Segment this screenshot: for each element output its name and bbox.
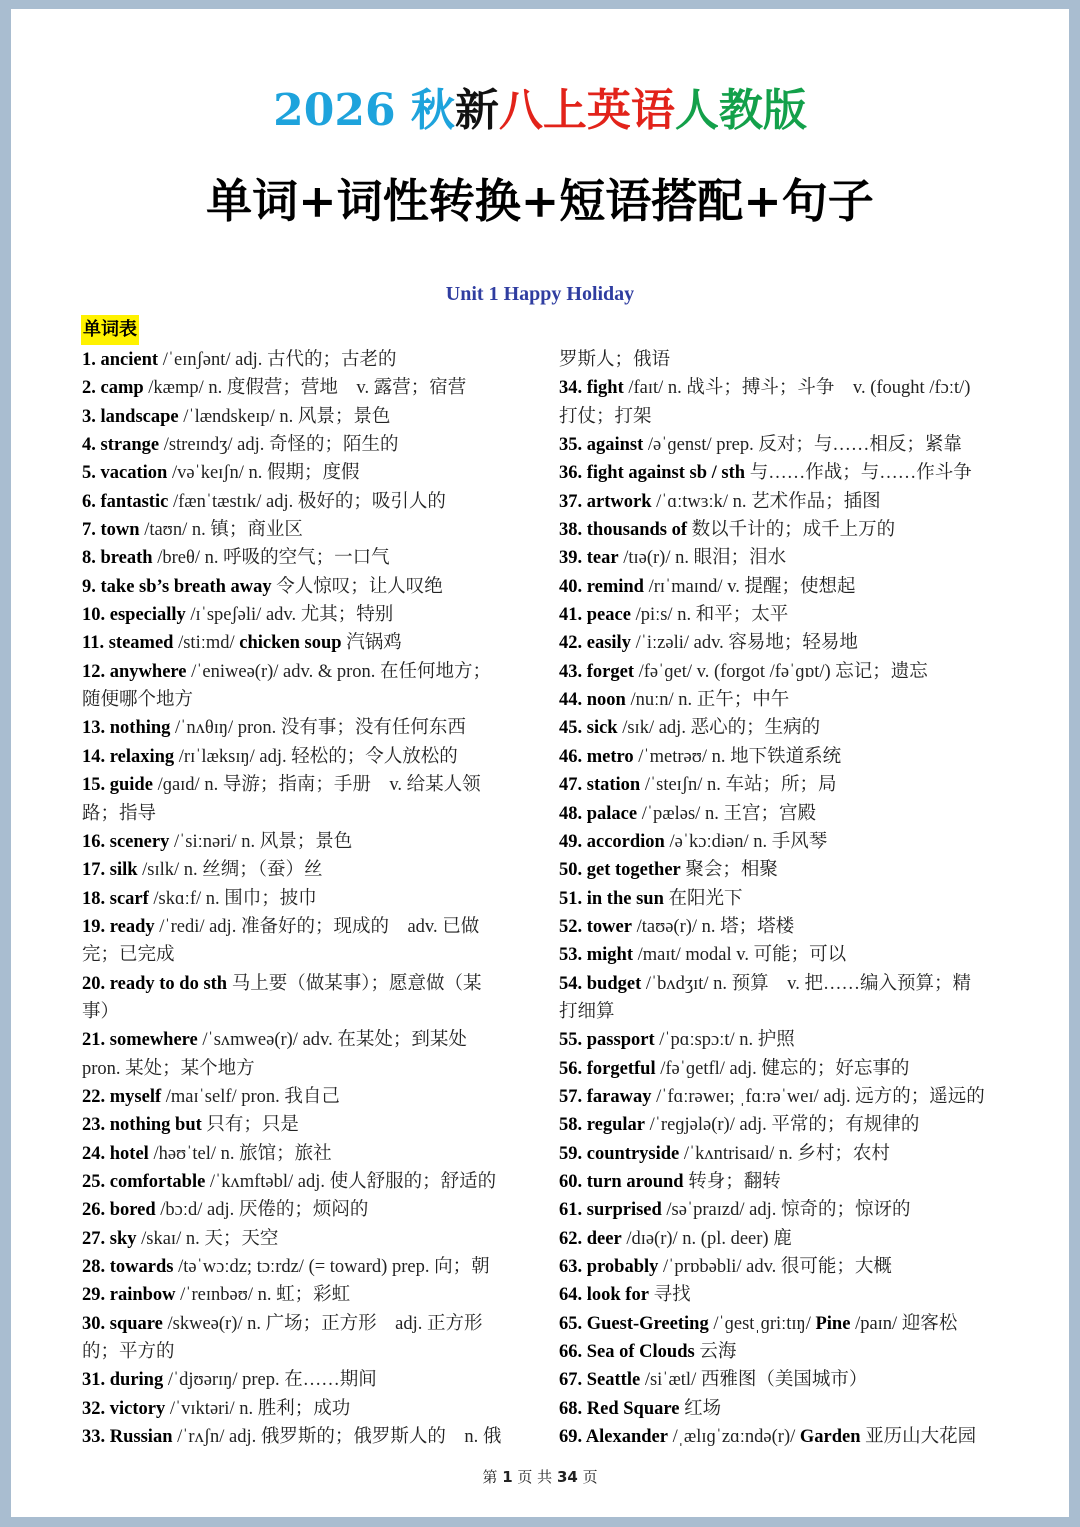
vocab-term: 50. get together bbox=[559, 860, 681, 881]
vocab-line bbox=[559, 488, 1019, 516]
vocab-term: 11. steamed bbox=[82, 633, 174, 654]
vocab-term: 6. fantastic bbox=[82, 491, 169, 512]
vocab-line bbox=[82, 1140, 522, 1168]
footer-middle: 页 共 bbox=[512, 1468, 557, 1486]
vocab-definition: /rɪˈmaɪnd/ v. 提醒；使想起 bbox=[643, 576, 856, 597]
vocab-column-left bbox=[82, 346, 522, 1451]
vocab-definition: /ˈiːzəli/ adv. 容易地；轻易地 bbox=[630, 633, 858, 654]
vocab-definition: /skɑːf/ n. 围巾；披巾 bbox=[148, 888, 317, 909]
vocab-line bbox=[559, 828, 1019, 856]
vocab-definition: /ˈlændskeɪp/ n. 风景；景色 bbox=[178, 406, 391, 427]
vocab-definition: /səˈpraɪzd/ adj. 惊奇的；惊讶的 bbox=[661, 1200, 911, 1221]
vocab-term: 44. noon bbox=[559, 690, 626, 711]
vocab-line bbox=[559, 1055, 1019, 1083]
vocab-line bbox=[82, 1168, 522, 1196]
vocab-line bbox=[559, 856, 1019, 884]
vocab-term: 55. passport bbox=[559, 1030, 655, 1051]
title-part: 八上 bbox=[498, 85, 587, 136]
vocab-definition: /streɪndʒ/ adj. 奇怪的；陌生的 bbox=[159, 435, 399, 456]
vocab-line bbox=[559, 431, 1019, 459]
vocab-term: 25. comfortable bbox=[82, 1171, 206, 1192]
vocab-definition: 云海 bbox=[694, 1342, 737, 1363]
vocab-definition: /dɪə(r)/ n. (pl. deer) 鹿 bbox=[621, 1228, 792, 1249]
title-part: 版 bbox=[762, 85, 807, 136]
vocab-line bbox=[82, 828, 522, 856]
vocab-term: 53. might bbox=[559, 945, 633, 966]
vocab-term: chicken soup bbox=[239, 633, 342, 654]
vocab-line bbox=[559, 374, 1019, 402]
vocab-term: 33. Russian bbox=[82, 1427, 173, 1448]
vocab-definition: /taʊə(r)/ n. 塔；塔楼 bbox=[631, 916, 795, 937]
vocab-definition: 只有；只是 bbox=[201, 1115, 299, 1136]
vocab-line bbox=[559, 573, 1019, 601]
vocab-line bbox=[559, 913, 1019, 941]
vocab-term: 64. look for bbox=[559, 1285, 649, 1306]
vocab-term: 3. landscape bbox=[82, 406, 179, 427]
vocab-line bbox=[559, 346, 1019, 374]
vocab-definition: /ˈsiːnəri/ n. 风景；景色 bbox=[169, 831, 353, 852]
vocab-definition: /paɪn/ 迎客松 bbox=[850, 1313, 958, 1334]
vocab-term: 27. sky bbox=[82, 1228, 137, 1249]
vocab-definition: pron. 某处；某个地方 bbox=[82, 1058, 255, 1079]
vocab-line bbox=[82, 544, 522, 572]
vocab-line bbox=[82, 1026, 522, 1054]
vocab-definition: /tɪə(r)/ n. 眼泪；泪水 bbox=[618, 548, 787, 569]
vocab-term: 49. accordion bbox=[559, 831, 665, 852]
vocab-line bbox=[82, 1196, 522, 1224]
vocab-line bbox=[82, 998, 522, 1026]
vocab-term: Garden bbox=[799, 1427, 861, 1448]
vocab-definition: /nuːn/ n. 正午；中午 bbox=[625, 690, 790, 711]
vocab-line bbox=[82, 913, 522, 941]
vocab-line bbox=[82, 686, 522, 714]
vocab-term: 57. faraway bbox=[559, 1086, 652, 1107]
vocab-term: Pine bbox=[815, 1313, 851, 1334]
vocab-line bbox=[559, 743, 1019, 771]
vocab-term: 54. budget bbox=[559, 973, 642, 994]
vocab-term: 68. Red Square bbox=[559, 1398, 680, 1419]
vocab-line bbox=[559, 629, 1019, 657]
vocab-line bbox=[559, 970, 1019, 998]
vocab-definition: 随便哪个地方 bbox=[82, 690, 194, 711]
vocab-line bbox=[559, 771, 1019, 799]
vocab-term: 39. tear bbox=[559, 548, 619, 569]
title-part: 2026 bbox=[273, 85, 411, 136]
vocab-term: 41. peace bbox=[559, 605, 631, 626]
vocab-definition: /ˈbʌdʒɪt/ n. 预算 v. 把……编入预算；精 bbox=[641, 973, 971, 994]
vocab-term: 17. silk bbox=[82, 860, 138, 881]
vocab-line bbox=[82, 1281, 522, 1309]
vocab-definition: 寻找 bbox=[648, 1285, 691, 1306]
vocab-definition: /fəˈɡetfl/ adj. 健忘的；好忘事的 bbox=[655, 1058, 910, 1079]
vocab-term: 5. vacation bbox=[82, 463, 168, 484]
vocab-line bbox=[559, 601, 1019, 629]
vocab-line bbox=[82, 516, 522, 544]
vocab-definition: /sɪk/ adj. 恶心的；生病的 bbox=[617, 718, 821, 739]
vocab-definition: /vəˈkeɪʃn/ n. 假期；度假 bbox=[167, 463, 360, 484]
vocab-line bbox=[82, 771, 522, 799]
vocab-definition: 的；平方的 bbox=[82, 1342, 175, 1363]
vocab-definition: 亚历山大花园 bbox=[860, 1427, 977, 1448]
vocab-definition: 打细算 bbox=[559, 1001, 615, 1022]
vocab-definition: 汽锅鸡 bbox=[341, 633, 402, 654]
vocab-term: 18. scarf bbox=[82, 888, 149, 909]
vocab-definition: /ˈsteɪʃn/ n. 车站；所；局 bbox=[640, 775, 837, 796]
vocab-term: 46. metro bbox=[559, 746, 634, 767]
vocab-definition: /ˈvɪktəri/ n. 胜利；成功 bbox=[165, 1398, 351, 1419]
vocab-term: 12. anywhere bbox=[82, 661, 187, 682]
vocab-term: 47. station bbox=[559, 775, 641, 796]
vocab-term: 62. deer bbox=[559, 1228, 622, 1249]
vocab-term: 37. artwork bbox=[559, 491, 652, 512]
vocab-line bbox=[82, 431, 522, 459]
vocab-term: 29. rainbow bbox=[82, 1285, 176, 1306]
vocab-term: 67. Seattle bbox=[559, 1370, 641, 1391]
vocab-definition: /ˈreɪnbəʊ/ n. 虹；彩虹 bbox=[175, 1285, 351, 1306]
vocab-definition: /ˈreɡjələ(r)/ adj. 平常的；有规律的 bbox=[644, 1115, 920, 1136]
vocab-definition: /sɪlk/ n. 丝绸；（蚕）丝 bbox=[137, 860, 323, 881]
vocab-line bbox=[559, 403, 1019, 431]
vocab-line bbox=[559, 1366, 1019, 1394]
vocab-line bbox=[82, 1083, 522, 1111]
vocab-term: 36. fight against sb / sth bbox=[559, 463, 746, 484]
vocab-line bbox=[559, 885, 1019, 913]
vocab-term: 65. Guest-Greeting bbox=[559, 1313, 709, 1334]
vocab-definition: /fænˈtæstɪk/ adj. 极好的；吸引人的 bbox=[168, 491, 446, 512]
vocab-line bbox=[559, 544, 1019, 572]
vocab-term: 40. remind bbox=[559, 576, 644, 597]
vocab-term: 22. myself bbox=[82, 1086, 162, 1107]
title-part: 秋 bbox=[410, 85, 455, 136]
vocab-definition: /ˈdjʊərɪŋ/ prep. 在……期间 bbox=[163, 1370, 377, 1391]
vocab-definition: 罗斯人；俄语 bbox=[559, 350, 671, 370]
footer-total-pages: 34 bbox=[556, 1468, 578, 1486]
vocab-term: 30. square bbox=[82, 1313, 163, 1334]
vocab-definition: 数以千计的；成千上万的 bbox=[687, 520, 896, 541]
vocab-definition: /ˈsʌmweə(r)/ adv. 在某处；到某处 bbox=[197, 1030, 467, 1051]
vocab-definition: /ɡaɪd/ n. 导游；指南；手册 v. 给某人领 bbox=[152, 775, 481, 796]
vocab-line bbox=[559, 1111, 1019, 1139]
vocab-definition: /əˈkɔːdiən/ n. 手风琴 bbox=[664, 831, 828, 852]
vocab-definition: /skweə(r)/ n. 广场；正方形 adj. 正方形 bbox=[162, 1313, 483, 1334]
vocab-term: 32. victory bbox=[82, 1398, 166, 1419]
vocab-definition: /breθ/ n. 呼吸的空气；一口气 bbox=[152, 548, 390, 569]
vocab-term: 10. especially bbox=[82, 605, 186, 626]
vocab-definition: /əˈɡenst/ prep. 反对；与……相反；紧靠 bbox=[643, 435, 962, 456]
vocab-term: 13. nothing bbox=[82, 718, 171, 739]
vocab-line bbox=[82, 1225, 522, 1253]
vocab-line bbox=[82, 1253, 522, 1281]
vocab-line bbox=[82, 403, 522, 431]
vocab-definition: /ˈredi/ adj. 准备好的；现成的 adv. 已做 bbox=[154, 916, 480, 937]
vocab-definition: /bɔːd/ adj. 厌倦的；烦闷的 bbox=[155, 1200, 369, 1221]
footer-page-number: 1 bbox=[502, 1468, 513, 1486]
vocab-term: 26. bored bbox=[82, 1200, 156, 1221]
vocab-definition: 马上要（做某事）；愿意做（某 bbox=[227, 973, 482, 994]
vocab-definition: 令人惊叹；让人叹绝 bbox=[271, 576, 443, 597]
vocab-term: 56. forgetful bbox=[559, 1058, 656, 1079]
vocab-term: 35. against bbox=[559, 435, 644, 456]
vocab-definition: /təˈwɔːdz; tɔːrdz/ (= toward) prep. 向；朝 bbox=[173, 1257, 490, 1277]
vocab-term: 9. take sb’s breath away bbox=[82, 576, 272, 597]
vocab-line bbox=[559, 714, 1019, 742]
vocab-definition: /rɪˈlæksɪŋ/ adj. 轻松的；令人放松的 bbox=[174, 746, 458, 767]
vocab-line bbox=[82, 1055, 522, 1083]
vocab-definition: 完；已完成 bbox=[82, 945, 175, 966]
unit-title: Unit 1 Happy Holiday bbox=[445, 283, 635, 305]
vocab-line bbox=[559, 459, 1019, 487]
title-part: 人教 bbox=[674, 85, 763, 136]
vocab-line bbox=[82, 629, 522, 657]
vocab-line bbox=[559, 998, 1019, 1026]
vocab-line bbox=[82, 743, 522, 771]
vocab-label: 单词表 bbox=[81, 315, 139, 345]
vocab-column-right bbox=[559, 346, 1019, 1451]
vocab-definition: /ˈnʌθɪŋ/ pron. 没有事；没有任何东西 bbox=[170, 718, 466, 739]
vocab-line bbox=[82, 856, 522, 884]
vocab-definition: /siˈætl/ 西雅图（美国城市） bbox=[640, 1370, 868, 1391]
vocab-definition: /taʊn/ n. 镇；商业区 bbox=[139, 520, 303, 541]
vocab-definition: /fəˈɡet/ v. (forgot /fəˈɡɒt/) 忘记；遗忘 bbox=[634, 661, 928, 682]
vocab-line bbox=[82, 658, 522, 686]
vocab-definition: /maɪˈself/ pron. 我自己 bbox=[161, 1086, 340, 1107]
vocab-line bbox=[559, 800, 1019, 828]
vocab-line bbox=[82, 941, 522, 969]
vocab-line bbox=[82, 346, 522, 374]
vocab-line bbox=[559, 1281, 1019, 1309]
vocab-line bbox=[559, 1310, 1019, 1338]
vocab-line bbox=[82, 800, 522, 828]
vocab-line bbox=[559, 1253, 1019, 1281]
vocab-term: 59. countryside bbox=[559, 1143, 680, 1164]
vocab-term: 42. easily bbox=[559, 633, 631, 654]
vocab-term: 1. ancient bbox=[82, 350, 159, 370]
title-part: 新 bbox=[454, 85, 499, 136]
vocab-definition: /ˈeniweə(r)/ adv. & pron. 在任何地方； bbox=[186, 661, 491, 682]
vocab-term: 23. nothing but bbox=[82, 1115, 202, 1136]
vocab-line bbox=[559, 1140, 1019, 1168]
vocab-definition: /piːs/ n. 和平；太平 bbox=[630, 605, 789, 626]
vocab-term: 24. hotel bbox=[82, 1143, 149, 1164]
vocab-line bbox=[559, 1168, 1019, 1196]
vocab-term: 16. scenery bbox=[82, 831, 170, 852]
vocab-definition: /ˈrʌʃn/ adj. 俄罗斯的；俄罗斯人的 n. 俄 bbox=[172, 1427, 502, 1448]
vocab-definition: /kæmp/ n. 度假营；营地 v. 露营；宿营 bbox=[143, 378, 467, 399]
vocab-line bbox=[82, 885, 522, 913]
vocab-term: 8. breath bbox=[82, 548, 153, 569]
vocab-line bbox=[559, 1225, 1019, 1253]
vocab-line bbox=[82, 1338, 522, 1366]
vocab-definition: 聚会；相聚 bbox=[680, 860, 778, 881]
vocab-term: 15. guide bbox=[82, 775, 153, 796]
vocab-definition: /ɪˈspeʃəli/ adv. 尤其；特别 bbox=[185, 605, 394, 626]
vocab-term: 2. camp bbox=[82, 378, 144, 399]
vocab-term: 28. towards bbox=[82, 1257, 174, 1277]
vocab-definition: /ˈkʌmftəbl/ adj. 使人舒服的；舒适的 bbox=[205, 1171, 497, 1192]
vocab-line bbox=[559, 658, 1019, 686]
vocab-term: 31. during bbox=[82, 1370, 164, 1391]
page-title bbox=[11, 83, 1069, 139]
vocab-definition: 打仗；打架 bbox=[559, 406, 652, 427]
vocab-definition: /stiːmd/ bbox=[173, 633, 240, 654]
vocab-line bbox=[82, 601, 522, 629]
vocab-definition: /skaɪ/ n. 天；天空 bbox=[136, 1228, 279, 1249]
vocab-term: 58. regular bbox=[559, 1115, 645, 1136]
vocab-definition: /ˈeɪnʃənt/ adj. 古代的；古老的 bbox=[158, 350, 397, 370]
vocab-line bbox=[559, 686, 1019, 714]
vocab-definition: /ˈpæləs/ n. 王宫；宫殿 bbox=[637, 803, 816, 824]
vocab-term: 38. thousands of bbox=[559, 520, 688, 541]
vocab-line bbox=[559, 1026, 1019, 1054]
vocab-line bbox=[559, 516, 1019, 544]
vocab-term: 52. tower bbox=[559, 916, 632, 937]
vocab-term: 48. palace bbox=[559, 803, 638, 824]
vocab-term: 43. forget bbox=[559, 661, 634, 682]
vocab-line bbox=[82, 1310, 522, 1338]
vocab-definition: /maɪt/ modal v. 可能；可以 bbox=[633, 945, 847, 966]
vocab-term: 66. Sea of Clouds bbox=[559, 1342, 695, 1363]
vocab-line bbox=[82, 1366, 522, 1394]
vocab-line bbox=[559, 941, 1019, 969]
vocab-definition: 红场 bbox=[679, 1398, 722, 1419]
vocab-line bbox=[82, 970, 522, 998]
vocab-term: 19. ready bbox=[82, 916, 155, 937]
vocab-line bbox=[82, 714, 522, 742]
vocab-definition: /ˈmetrəʊ/ n. 地下铁道系统 bbox=[633, 746, 842, 767]
vocab-line bbox=[82, 459, 522, 487]
vocab-line bbox=[82, 1111, 522, 1139]
vocab-term: 34. fight bbox=[559, 378, 624, 399]
vocab-line bbox=[82, 573, 522, 601]
vocab-line bbox=[82, 1423, 522, 1451]
vocab-line bbox=[559, 1083, 1019, 1111]
vocab-line bbox=[82, 1395, 522, 1423]
title-part: 英语 bbox=[586, 85, 675, 136]
vocab-line bbox=[559, 1395, 1019, 1423]
vocab-term: 20. ready to do sth bbox=[82, 973, 228, 994]
vocab-definition: /ˈkʌntrisaɪd/ n. 乡村；农村 bbox=[679, 1143, 890, 1164]
vocab-definition: /faɪt/ n. 战斗；搏斗；斗争 v. (fought /fɔːt/) bbox=[623, 378, 971, 399]
vocab-term: 60. turn around bbox=[559, 1171, 684, 1192]
vocab-definition: /ˈɑːtwɜːk/ n. 艺术作品；插图 bbox=[651, 491, 881, 512]
vocab-term: 14. relaxing bbox=[82, 746, 175, 767]
vocab-line bbox=[559, 1338, 1019, 1366]
vocab-definition: /həʊˈtel/ n. 旅馆；旅社 bbox=[148, 1143, 332, 1164]
document-page bbox=[11, 9, 1069, 1517]
vocab-definition: /ˌælɪɡˈzɑːndə(r)/ bbox=[667, 1427, 800, 1448]
vocab-term: 51. in the sun bbox=[559, 888, 664, 909]
footer-prefix: 第 bbox=[482, 1468, 503, 1486]
vocab-line bbox=[559, 1423, 1019, 1451]
vocab-term: 63. probably bbox=[559, 1257, 659, 1277]
page-footer bbox=[11, 1466, 1069, 1487]
vocab-term: 61. surprised bbox=[559, 1200, 662, 1221]
vocab-definition: /ˈprɒbəbli/ adv. 很可能；大概 bbox=[658, 1257, 892, 1277]
vocab-line bbox=[559, 1196, 1019, 1224]
vocab-line bbox=[82, 374, 522, 402]
vocab-definition: 在阳光下 bbox=[663, 888, 743, 909]
footer-suffix: 页 bbox=[577, 1468, 598, 1486]
vocab-line bbox=[82, 488, 522, 516]
page-subtitle: 单词+词性转换+短语搭配+句子 bbox=[206, 174, 874, 228]
vocab-term: 21. somewhere bbox=[82, 1030, 198, 1051]
vocab-term: 7. town bbox=[82, 520, 140, 541]
vocab-definition: /ˈpɑːspɔːt/ n. 护照 bbox=[654, 1030, 795, 1051]
vocab-term: 69. Alexander bbox=[559, 1427, 668, 1448]
vocab-term: 4. strange bbox=[82, 435, 160, 456]
vocab-definition: 路；指导 bbox=[82, 803, 157, 824]
vocab-term: 45. sick bbox=[559, 718, 618, 739]
vocab-definition: /ˈfɑːrəweɪ; ˌfɑːrəˈweɪ/ adj. 远方的；遥远的 bbox=[651, 1086, 985, 1107]
vocab-definition: 与……作战；与……作斗争 bbox=[745, 463, 972, 484]
vocab-definition: 事） bbox=[82, 1001, 120, 1022]
vocab-definition: /ˈɡestˌɡriːtɪŋ/ bbox=[708, 1313, 816, 1334]
vocab-definition: 转身；翻转 bbox=[683, 1171, 781, 1192]
